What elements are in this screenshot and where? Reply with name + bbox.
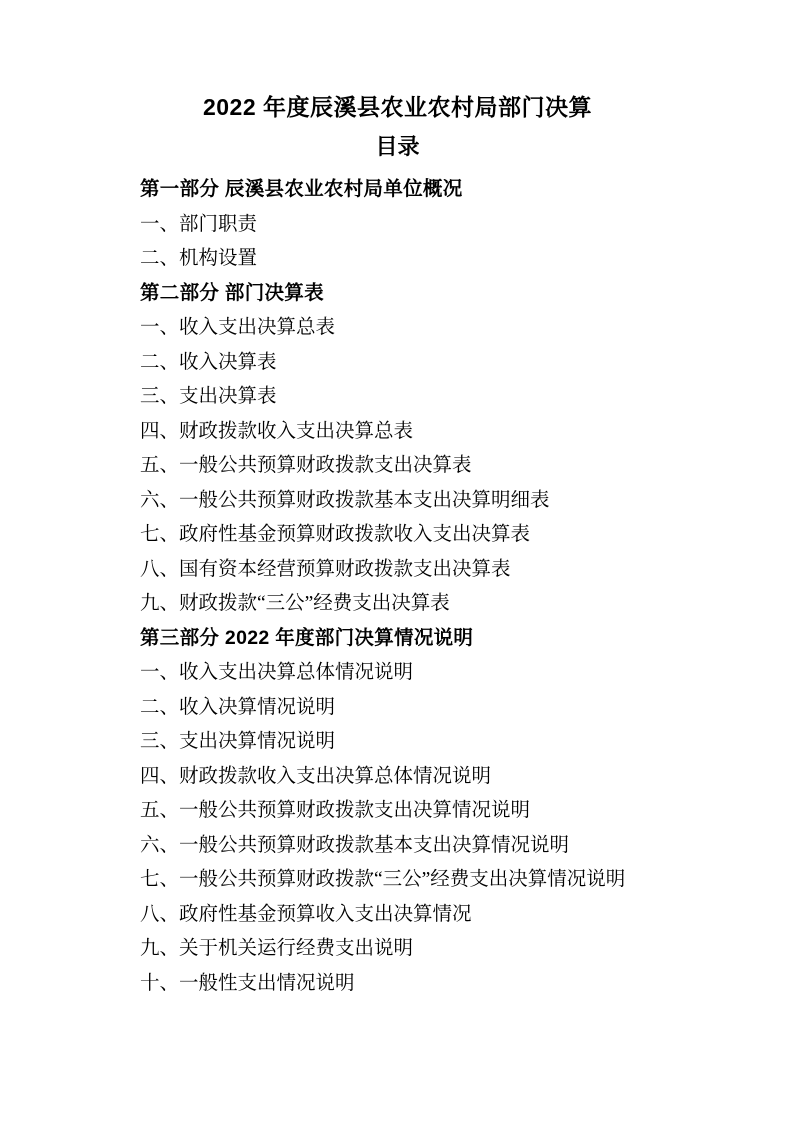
toc-item-part1-1: 一、部门职责 — [140, 213, 258, 235]
toc-item-part3-5: 五、一般公共预算财政拨款支出决算情况说明 — [140, 800, 531, 822]
toc-item-part2-9: 九、财政拨款“三公”经费支出决算表 — [140, 593, 450, 615]
toc-item-part2-5: 五、一般公共预算财政拨款支出决算表 — [140, 455, 472, 477]
toc-item-part2-4: 四、财政拨款收入支出决算总表 — [140, 420, 414, 442]
table-of-contents — [140, 170, 655, 998]
toc-item-part2-8: 八、国有资本经营预算财政拨款支出决算表 — [140, 558, 511, 580]
toc-item-part2-1: 一、收入支出决算总表 — [140, 317, 336, 339]
document-title: 2022 年度辰溪县农业农村局部门决算 — [202, 94, 593, 120]
toc-item-part3-7: 七、一般公共预算财政拨款“三公”经费支出决算情况说明 — [140, 869, 626, 891]
toc-item-part3-6: 六、一般公共预算财政拨款基本支出决算情况说明 — [140, 834, 570, 856]
toc-item-part2-3: 三、支出决算表 — [140, 386, 277, 408]
toc-item-part3-8: 八、政府性基金预算收入支出决算情况 — [140, 903, 472, 925]
toc-item-part3-4: 四、财政拨款收入支出决算总体情况说明 — [140, 765, 492, 787]
toc-item-part2-7: 七、政府性基金预算财政拨款收入支出决算表 — [140, 524, 531, 546]
toc-item-part3-2: 二、收入决算情况说明 — [140, 696, 336, 718]
toc-item-part3-3: 三、支出决算情况说明 — [140, 731, 336, 753]
section-2-heading: 第二部分 部门决算表 — [140, 281, 324, 304]
section-3-heading: 第三部分 2022 年度部门决算情况说明 — [140, 626, 474, 649]
toc-item-part3-9: 九、关于机关运行经费支出说明 — [140, 938, 414, 960]
toc-item-part3-1: 一、收入支出决算总体情况说明 — [140, 662, 414, 684]
toc-item-part1-2: 二、机构设置 — [140, 248, 258, 270]
section-1-heading: 第一部分 辰溪县农业农村局单位概况 — [140, 178, 463, 201]
toc-title: 目录 — [375, 134, 420, 159]
toc-item-part2-2: 二、收入决算表 — [140, 351, 277, 373]
toc-item-part3-10: 十、一般性支出情况说明 — [140, 972, 355, 994]
toc-item-part2-6: 六、一般公共预算财政拨款基本支出决算明细表 — [140, 489, 550, 511]
